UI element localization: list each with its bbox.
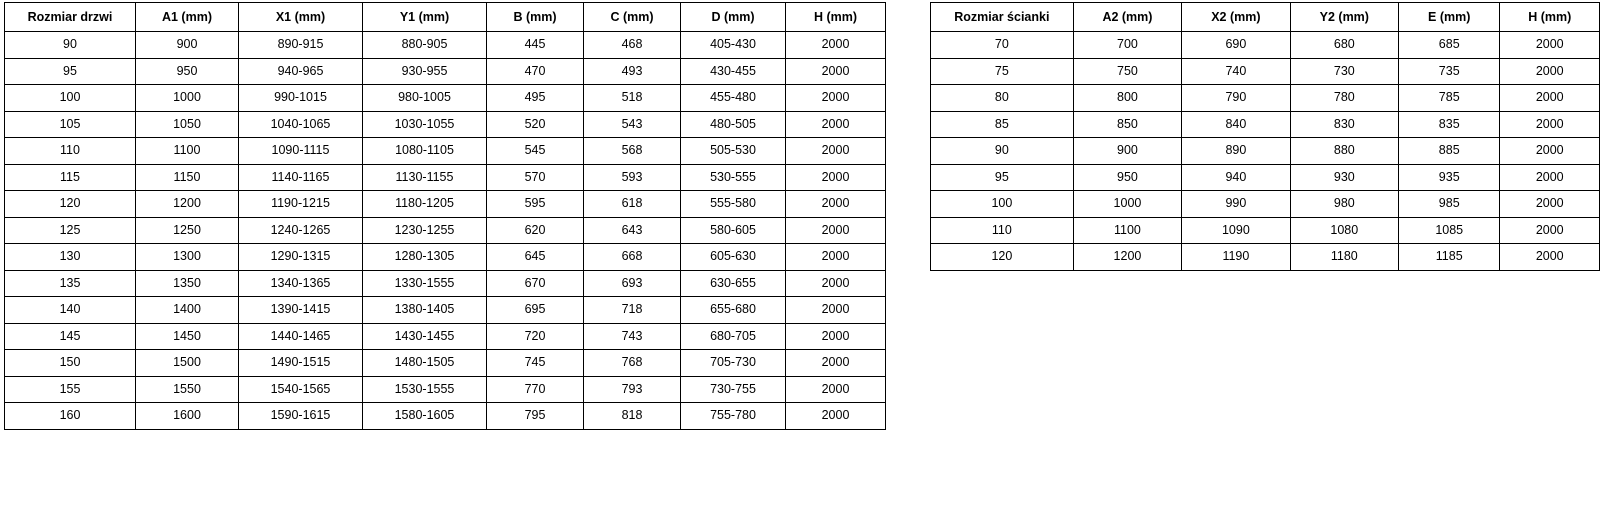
- walls-cell: 100: [931, 191, 1074, 218]
- doors-cell: 543: [584, 111, 681, 138]
- doors-cell: 930-955: [363, 58, 487, 85]
- doors-cell: 1150: [136, 164, 239, 191]
- doors-cell: 90: [5, 32, 136, 59]
- walls-cell: 785: [1399, 85, 1500, 112]
- walls-column-header: X2 (mm): [1182, 3, 1290, 32]
- doors-cell: 530-555: [681, 164, 786, 191]
- doors-cell: 605-630: [681, 244, 786, 271]
- doors-cell: 940-965: [239, 58, 363, 85]
- doors-column-header: A1 (mm): [136, 3, 239, 32]
- doors-cell: 445: [487, 32, 584, 59]
- doors-cell: 1400: [136, 297, 239, 324]
- doors-cell: 1550: [136, 376, 239, 403]
- doors-cell: 630-655: [681, 270, 786, 297]
- walls-cell: 985: [1399, 191, 1500, 218]
- doors-cell: 643: [584, 217, 681, 244]
- doors-cell: 770: [487, 376, 584, 403]
- walls-cell: 680: [1290, 32, 1398, 59]
- table-row: [5, 323, 886, 350]
- walls-cell: 730: [1290, 58, 1398, 85]
- doors-cell: 705-730: [681, 350, 786, 377]
- doors-column-header: D (mm): [681, 3, 786, 32]
- doors-cell: 1050: [136, 111, 239, 138]
- walls-cell: 1190: [1182, 244, 1290, 271]
- walls-cell: 1200: [1073, 244, 1181, 271]
- table-header-row: [5, 3, 886, 32]
- walls-cell: 980: [1290, 191, 1398, 218]
- table-header-row: [931, 3, 1600, 32]
- doors-cell: 2000: [786, 376, 886, 403]
- walls-cell: 1180: [1290, 244, 1398, 271]
- walls-cell: 890: [1182, 138, 1290, 165]
- doors-cell: 160: [5, 403, 136, 430]
- doors-cell: 125: [5, 217, 136, 244]
- table-row: [5, 217, 886, 244]
- doors-column-header: X1 (mm): [239, 3, 363, 32]
- doors-cell: 470: [487, 58, 584, 85]
- table-row: [931, 164, 1600, 191]
- walls-cell: 685: [1399, 32, 1500, 59]
- doors-cell: 1330-1555: [363, 270, 487, 297]
- doors-cell: 495: [487, 85, 584, 112]
- doors-cell: 1540-1565: [239, 376, 363, 403]
- walls-cell: 75: [931, 58, 1074, 85]
- table-row: [5, 244, 886, 271]
- doors-column-header: H (mm): [786, 3, 886, 32]
- walls-cell: 2000: [1500, 85, 1600, 112]
- table-row: [931, 85, 1600, 112]
- walls-cell: 2000: [1500, 217, 1600, 244]
- doors-cell: 1450: [136, 323, 239, 350]
- doors-cell: 100: [5, 85, 136, 112]
- walls-cell: 840: [1182, 111, 1290, 138]
- walls-cell: 830: [1290, 111, 1398, 138]
- doors-cell: 1300: [136, 244, 239, 271]
- walls-cell: 1090: [1182, 217, 1290, 244]
- table-row: [5, 403, 886, 430]
- doors-cell: 405-430: [681, 32, 786, 59]
- doors-cell: 1230-1255: [363, 217, 487, 244]
- doors-cell: 980-1005: [363, 85, 487, 112]
- doors-cell: 743: [584, 323, 681, 350]
- doors-cell: 130: [5, 244, 136, 271]
- walls-cell: 2000: [1500, 191, 1600, 218]
- walls-cell: 950: [1073, 164, 1181, 191]
- doors-cell: 145: [5, 323, 136, 350]
- doors-cell: 1040-1065: [239, 111, 363, 138]
- walls-column-header: H (mm): [1500, 3, 1600, 32]
- doors-cell: 518: [584, 85, 681, 112]
- doors-cell: 1500: [136, 350, 239, 377]
- walls-cell: 110: [931, 217, 1074, 244]
- doors-cell: 150: [5, 350, 136, 377]
- walls-cell: 2000: [1500, 138, 1600, 165]
- doors-cell: 2000: [786, 58, 886, 85]
- doors-cell: 1250: [136, 217, 239, 244]
- doors-cell: 1590-1615: [239, 403, 363, 430]
- walls-cell: 740: [1182, 58, 1290, 85]
- doors-cell: 570: [487, 164, 584, 191]
- walls-dimensions-table-container: [930, 2, 1600, 271]
- doors-cell: 1190-1215: [239, 191, 363, 218]
- table-row: [931, 191, 1600, 218]
- doors-cell: 2000: [786, 191, 886, 218]
- walls-cell: 780: [1290, 85, 1398, 112]
- doors-cell: 718: [584, 297, 681, 324]
- doors-cell: 880-905: [363, 32, 487, 59]
- doors-cell: 1290-1315: [239, 244, 363, 271]
- doors-cell: 900: [136, 32, 239, 59]
- walls-cell: 835: [1399, 111, 1500, 138]
- walls-cell: 900: [1073, 138, 1181, 165]
- walls-cell: 935: [1399, 164, 1500, 191]
- table-row: [5, 85, 886, 112]
- doors-cell: 95: [5, 58, 136, 85]
- doors-cell: 2000: [786, 297, 886, 324]
- doors-cell: 1430-1455: [363, 323, 487, 350]
- doors-cell: 2000: [786, 244, 886, 271]
- doors-cell: 580-605: [681, 217, 786, 244]
- doors-cell: 545: [487, 138, 584, 165]
- walls-cell: 70: [931, 32, 1074, 59]
- doors-cell: 110: [5, 138, 136, 165]
- doors-cell: 1440-1465: [239, 323, 363, 350]
- walls-cell: 790: [1182, 85, 1290, 112]
- walls-column-header: Y2 (mm): [1290, 3, 1398, 32]
- table-row: [5, 58, 886, 85]
- doors-cell: 745: [487, 350, 584, 377]
- doors-cell: 670: [487, 270, 584, 297]
- walls-cell: 85: [931, 111, 1074, 138]
- doors-cell: 480-505: [681, 111, 786, 138]
- table-row: [5, 191, 886, 218]
- doors-cell: 755-780: [681, 403, 786, 430]
- doors-cell: 1080-1105: [363, 138, 487, 165]
- doors-cell: 950: [136, 58, 239, 85]
- walls-cell: 930: [1290, 164, 1398, 191]
- doors-cell: 455-480: [681, 85, 786, 112]
- doors-cell: 890-915: [239, 32, 363, 59]
- doors-cell: 520: [487, 111, 584, 138]
- table-row: [931, 58, 1600, 85]
- doors-cell: 135: [5, 270, 136, 297]
- doors-cell: 1140-1165: [239, 164, 363, 191]
- doors-dimensions-table-container: [4, 2, 886, 430]
- walls-column-header: A2 (mm): [1073, 3, 1181, 32]
- doors-cell: 793: [584, 376, 681, 403]
- walls-cell: 1085: [1399, 217, 1500, 244]
- doors-cell: 2000: [786, 350, 886, 377]
- doors-cell: 1600: [136, 403, 239, 430]
- walls-dimensions-table: [930, 2, 1600, 271]
- doors-column-header: Y1 (mm): [363, 3, 487, 32]
- table-row: [5, 297, 886, 324]
- walls-cell: 2000: [1500, 32, 1600, 59]
- doors-cell: 2000: [786, 138, 886, 165]
- doors-cell: 430-455: [681, 58, 786, 85]
- doors-cell: 1180-1205: [363, 191, 487, 218]
- doors-cell: 468: [584, 32, 681, 59]
- walls-cell: 735: [1399, 58, 1500, 85]
- walls-cell: 120: [931, 244, 1074, 271]
- doors-cell: 720: [487, 323, 584, 350]
- doors-cell: 505-530: [681, 138, 786, 165]
- table-row: [931, 32, 1600, 59]
- doors-cell: 555-580: [681, 191, 786, 218]
- doors-cell: 1380-1405: [363, 297, 487, 324]
- doors-cell: 493: [584, 58, 681, 85]
- doors-cell: 593: [584, 164, 681, 191]
- doors-cell: 990-1015: [239, 85, 363, 112]
- walls-cell: 750: [1073, 58, 1181, 85]
- doors-cell: 1580-1605: [363, 403, 487, 430]
- table-row: [5, 350, 886, 377]
- walls-cell: 940: [1182, 164, 1290, 191]
- walls-cell: 90: [931, 138, 1074, 165]
- doors-cell: 1350: [136, 270, 239, 297]
- doors-cell: 1490-1515: [239, 350, 363, 377]
- walls-cell: 885: [1399, 138, 1500, 165]
- doors-cell: 1240-1265: [239, 217, 363, 244]
- doors-cell: 645: [487, 244, 584, 271]
- table-row: [931, 138, 1600, 165]
- doors-column-header: B (mm): [487, 3, 584, 32]
- table-row: [5, 376, 886, 403]
- doors-cell: 620: [487, 217, 584, 244]
- doors-cell: 2000: [786, 403, 886, 430]
- walls-cell: 800: [1073, 85, 1181, 112]
- doors-cell: 595: [487, 191, 584, 218]
- table-row: [5, 32, 886, 59]
- doors-cell: 140: [5, 297, 136, 324]
- doors-cell: 2000: [786, 85, 886, 112]
- doors-column-header: Rozmiar drzwi: [5, 3, 136, 32]
- walls-cell: 990: [1182, 191, 1290, 218]
- walls-cell: 1185: [1399, 244, 1500, 271]
- doors-cell: 2000: [786, 32, 886, 59]
- doors-cell: 618: [584, 191, 681, 218]
- doors-cell: 155: [5, 376, 136, 403]
- doors-cell: 680-705: [681, 323, 786, 350]
- walls-cell: 2000: [1500, 111, 1600, 138]
- doors-cell: 768: [584, 350, 681, 377]
- doors-cell: 2000: [786, 164, 886, 191]
- walls-column-header: Rozmiar ścianki: [931, 3, 1074, 32]
- doors-dimensions-table: [4, 2, 886, 430]
- doors-cell: 693: [584, 270, 681, 297]
- doors-cell: 1030-1055: [363, 111, 487, 138]
- doors-cell: 1130-1155: [363, 164, 487, 191]
- doors-cell: 655-680: [681, 297, 786, 324]
- doors-cell: 1000: [136, 85, 239, 112]
- doors-cell: 668: [584, 244, 681, 271]
- doors-cell: 1200: [136, 191, 239, 218]
- walls-cell: 1100: [1073, 217, 1181, 244]
- walls-cell: 690: [1182, 32, 1290, 59]
- doors-cell: 1090-1115: [239, 138, 363, 165]
- walls-cell: 95: [931, 164, 1074, 191]
- doors-cell: 568: [584, 138, 681, 165]
- doors-cell: 1280-1305: [363, 244, 487, 271]
- table-row: [5, 138, 886, 165]
- doors-cell: 1340-1365: [239, 270, 363, 297]
- walls-cell: 850: [1073, 111, 1181, 138]
- walls-cell: 2000: [1500, 164, 1600, 191]
- doors-cell: 115: [5, 164, 136, 191]
- table-row: [931, 111, 1600, 138]
- doors-cell: 695: [487, 297, 584, 324]
- table-row: [5, 270, 886, 297]
- doors-column-header: C (mm): [584, 3, 681, 32]
- table-row: [931, 217, 1600, 244]
- doors-cell: 105: [5, 111, 136, 138]
- table-row: [5, 111, 886, 138]
- table-row: [931, 244, 1600, 271]
- walls-cell: 700: [1073, 32, 1181, 59]
- doors-cell: 1390-1415: [239, 297, 363, 324]
- doors-cell: 1480-1505: [363, 350, 487, 377]
- doors-cell: 120: [5, 191, 136, 218]
- walls-cell: 2000: [1500, 244, 1600, 271]
- doors-cell: 730-755: [681, 376, 786, 403]
- walls-cell: 1000: [1073, 191, 1181, 218]
- walls-cell: 880: [1290, 138, 1398, 165]
- doors-cell: 2000: [786, 323, 886, 350]
- doors-cell: 818: [584, 403, 681, 430]
- walls-cell: 80: [931, 85, 1074, 112]
- doors-cell: 1100: [136, 138, 239, 165]
- doors-cell: 795: [487, 403, 584, 430]
- walls-cell: 2000: [1500, 58, 1600, 85]
- walls-column-header: E (mm): [1399, 3, 1500, 32]
- doors-cell: 2000: [786, 217, 886, 244]
- doors-cell: 2000: [786, 111, 886, 138]
- doors-cell: 2000: [786, 270, 886, 297]
- walls-cell: 1080: [1290, 217, 1398, 244]
- doors-cell: 1530-1555: [363, 376, 487, 403]
- table-row: [5, 164, 886, 191]
